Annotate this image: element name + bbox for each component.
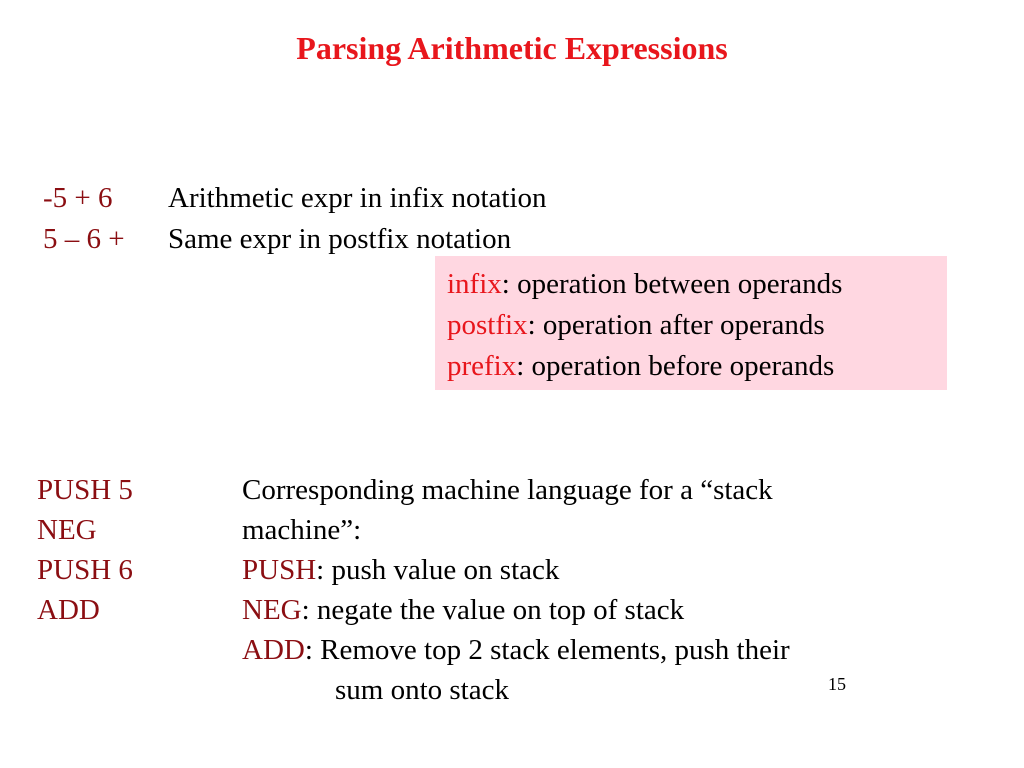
instruction-add (242, 630, 902, 670)
instruction-name: PUSH (242, 554, 317, 586)
instruction-name: ADD (242, 634, 305, 666)
notation-definition: : operation between operands (501, 268, 843, 300)
notation-definitions-box (435, 256, 947, 390)
instruction-text: : negate the value on top of stack (301, 594, 685, 626)
infix-description: Arithmetic expr in infix notation (168, 182, 547, 214)
instruction-name: NEG (242, 594, 302, 626)
code-line: PUSH 6 (37, 554, 133, 586)
instruction-push (242, 550, 902, 590)
notation-infix (447, 264, 947, 305)
postfix-expression: 5 – 6 + (43, 223, 125, 255)
infix-expression: -5 + 6 (43, 182, 113, 214)
stack-machine-code (37, 470, 133, 630)
instruction-text: : push value on stack (316, 554, 560, 586)
notation-prefix (447, 346, 947, 387)
postfix-description: Same expr in postfix notation (168, 223, 512, 255)
explanation-intro-line: machine”: (242, 514, 362, 546)
notation-term: infix (447, 268, 502, 300)
code-line: ADD (37, 594, 100, 626)
stack-machine-explanation (242, 470, 902, 710)
slide-title: Parsing Arithmetic Expressions (296, 30, 728, 66)
notation-definition: : operation after operands (527, 309, 825, 341)
code-line: NEG (37, 514, 97, 546)
notation-postfix (447, 305, 947, 346)
notation-definition: : operation before operands (516, 350, 835, 382)
instruction-add-continuation: sum onto stack (335, 674, 509, 706)
page-number: 15 (828, 674, 846, 694)
notation-term: prefix (447, 350, 517, 382)
explanation-intro-line: Corresponding machine language for a “stack (242, 474, 773, 506)
instruction-text: : Remove top 2 stack elements, push their (304, 634, 790, 666)
instruction-neg (242, 590, 902, 630)
code-line: PUSH 5 (37, 474, 133, 506)
notation-term: postfix (447, 309, 528, 341)
